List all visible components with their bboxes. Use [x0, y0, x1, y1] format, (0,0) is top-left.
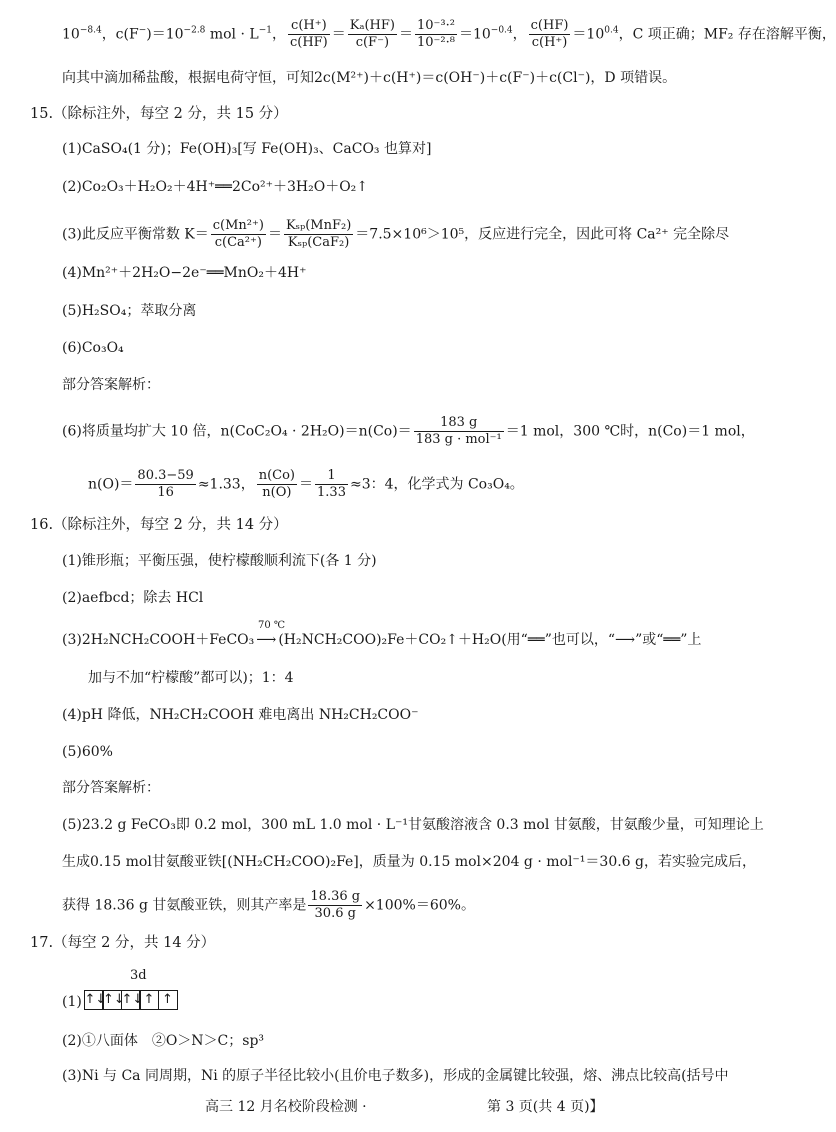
text-fragment: ，	[512, 26, 527, 43]
superscript: −1	[258, 25, 272, 36]
q16-answer-3-continued: 加与不加“柠檬酸”都可以)；1：4	[88, 670, 294, 686]
footer-title: 高三 12 月名校阶段检测 ·	[205, 1099, 367, 1115]
q15-answer-1: (1)CaSO₄(1 分)；Fe(OH)₃[写 Fe(OH)₃、CaCO₃ 也算对]	[62, 141, 432, 157]
fraction	[308, 889, 362, 922]
q15-answer-2: (2)Co₂O₃＋H₂O₂＋4H⁺══2Co²⁺＋3H₂O＋O₂↑	[62, 179, 369, 195]
fraction	[135, 468, 195, 501]
fraction-denominator: c(Ca²⁺)	[214, 235, 262, 250]
fraction-denominator: 183 g · mol⁻¹	[415, 432, 502, 447]
text-fragment: ，	[271, 26, 286, 43]
fraction-numerator: n(Co)	[258, 468, 296, 483]
orbital-box: ↑↓	[121, 990, 141, 1010]
q17-header: 17.（每空 2 分，共 14 分）	[30, 935, 216, 951]
fraction-numerator: Kₛₚ(MnF₂)	[285, 218, 352, 233]
text-fragment: n(O)＝	[88, 476, 134, 493]
fraction	[288, 18, 330, 51]
superscript: −0.4	[490, 25, 513, 36]
text-fragment: 获得 18.36 g 甘氨酸亚铁，则其产率是	[62, 897, 307, 914]
text-fragment: ≈1.33，	[197, 476, 255, 493]
q16-explanation-2: 生成0.15 mol甘氨酸亚铁[(NH₂CH₂COO)₂Fe]，质量为 0.15 mol×204 g · mol⁻¹＝30.6 g，若实验完成后，	[62, 854, 757, 870]
q15-answer-4: (4)Mn²⁺＋2H₂O−2e⁻══MnO₂＋4H⁺	[62, 265, 307, 281]
fraction	[211, 218, 266, 251]
fraction-denominator: 16	[157, 485, 174, 500]
reaction-arrow: ⟶	[256, 632, 277, 648]
q17-answer-2: (2)①八面体 ②O＞N＞C；sp³	[62, 1033, 265, 1049]
fraction-numerator: c(H⁺)	[288, 18, 330, 35]
fraction-numerator: 80.3−59	[137, 468, 194, 483]
fraction	[529, 18, 571, 51]
q16-answer-2: (2)aefbcd；除去 HCl	[62, 590, 204, 606]
text-fragment: 10	[62, 26, 80, 43]
fraction-numerator: 183 g	[414, 415, 504, 432]
text-fragment: mol · L	[205, 26, 259, 43]
fraction-denominator: c(F⁻)	[355, 35, 390, 50]
q16-explanation-3	[62, 889, 475, 922]
q16-explanation-1: (5)23.2 g FeCO₃即 0.2 mol，300 mL 1.0 mol · L⁻¹甘氨酸溶液含 0.3 mol 甘氨酸，甘氨酸少量，可知理论上	[62, 817, 764, 833]
superscript: −8.4	[79, 25, 102, 36]
fraction-denominator: Kₛₚ(CaF₂)	[287, 235, 350, 250]
text-fragment: ＝10	[458, 26, 491, 43]
superscript: −	[138, 25, 147, 36]
equals-sign: ＝	[331, 26, 346, 43]
orbital-box: ↑	[139, 990, 159, 1010]
q15-partial-heading: 部分答案解析：	[62, 377, 160, 393]
fraction-numerator: 10⁻³·²	[416, 18, 455, 33]
orbital-box: ↑↓	[102, 990, 122, 1010]
orbital-box: ↑↓	[84, 990, 104, 1010]
fraction-numerator: 18.36 g	[310, 889, 361, 904]
fraction-denominator: n(O)	[262, 485, 292, 500]
q16-answer-1: (1)锥形瓶；平衡压强，使柠檬酸顺利流下(各 1 分)	[62, 553, 377, 569]
q17-answer-1-prefix: (1)	[62, 994, 82, 1010]
orbital-diagram	[85, 990, 178, 1010]
fraction-denominator: 30.6 g	[314, 906, 356, 921]
q15-answer-5: (5)H₂SO₄；萃取分离	[62, 303, 197, 319]
text-fragment: (H₂NCH₂COO)₂Fe＋CO₂↑＋H₂O(用“══”也可以，“⟶”或“══”上	[278, 632, 702, 648]
q16-answer-4: (4)pH 降低，NH₂CH₂COOH 难电离出 NH₂CH₂COO⁻	[62, 707, 419, 723]
fraction	[257, 468, 297, 501]
continuation-line-1	[62, 18, 836, 51]
orbital-box: ↑	[158, 990, 178, 1010]
fraction	[315, 468, 348, 501]
q16-answer-5: (5)60%	[62, 744, 113, 760]
text-fragment: (3)2H₂NCH₂COOH＋FeCO₃	[62, 632, 255, 648]
text-fragment: ，c(F	[101, 26, 139, 43]
text-fragment: (6)将质量均扩大 10 倍，n(CoC₂O₄ · 2H₂O)＝n(Co)＝	[62, 423, 412, 440]
q16-answer-3	[62, 630, 701, 650]
q15-explanation-1	[62, 415, 755, 448]
superscript: −2.8	[183, 25, 206, 36]
fraction	[414, 415, 504, 448]
text-fragment: )＝10	[146, 26, 184, 43]
text-fragment: ×100%＝60%。	[364, 897, 475, 914]
q16-header: 16.（除标注外，每空 2 分，共 14 分）	[30, 517, 288, 533]
superscript: 0.4	[604, 25, 619, 36]
fraction	[415, 18, 457, 51]
equals-sign: ＝	[299, 476, 314, 493]
q15-explanation-2	[88, 468, 524, 501]
continuation-line-2: 向其中滴加稀盐酸，根据电荷守恒，可知2c(M²⁺)＋c(H⁺)＝c(OH⁻)＋c(F⁻)＋c(Cl⁻)，D 项错误。	[62, 70, 677, 86]
fraction-numerator: c(Mn²⁺)	[212, 218, 264, 233]
equals-sign: ＝	[398, 26, 413, 43]
fraction-denominator: c(H⁺)	[531, 35, 568, 50]
fraction-numerator: c(HF)	[530, 18, 569, 33]
text-fragment: ＝7.5×10⁶＞10⁵，反应进行完全，因此可将 Ca²⁺ 完全除尽	[355, 226, 730, 243]
q15-answer-3	[62, 218, 729, 251]
fraction-denominator: 10⁻²·⁸	[416, 35, 455, 50]
fraction	[348, 18, 397, 51]
text-fragment: ，C 项正确；MF₂ 存在溶解平衡，	[618, 26, 836, 43]
text-fragment: ＝10	[572, 26, 605, 43]
fraction-denominator: c(HF)	[289, 35, 328, 50]
q15-header: 15.（除标注外，每空 2 分，共 15 分）	[30, 106, 288, 122]
text-fragment: (3)此反应平衡常数 K＝	[62, 226, 209, 243]
fraction-numerator: 1	[315, 468, 348, 485]
equals-sign: ＝	[267, 226, 282, 243]
fraction	[284, 218, 353, 251]
q16-reaction-condition: 70 ℃	[258, 620, 286, 631]
orbital-label: 3d	[130, 968, 147, 983]
q15-answer-6: (6)Co₃O₄	[62, 340, 124, 356]
text-fragment: ＝1 mol，300 ℃时，n(Co)＝1 mol，	[505, 423, 755, 440]
q17-answer-3: (3)Ni 与 Ca 同周期，Ni 的原子半径比较小(且价电子数多)，形成的金属键比较强，熔、沸点比较高(括号中	[62, 1068, 729, 1084]
fraction-denominator: 1.33	[317, 485, 346, 500]
footer-page-number: 第 3 页(共 4 页)】	[487, 1099, 604, 1115]
q16-partial-heading: 部分答案解析：	[62, 780, 160, 796]
fraction-numerator: Kₐ(HF)	[349, 18, 395, 33]
text-fragment: ≈3：4，化学式为 Co₃O₄。	[349, 476, 524, 493]
